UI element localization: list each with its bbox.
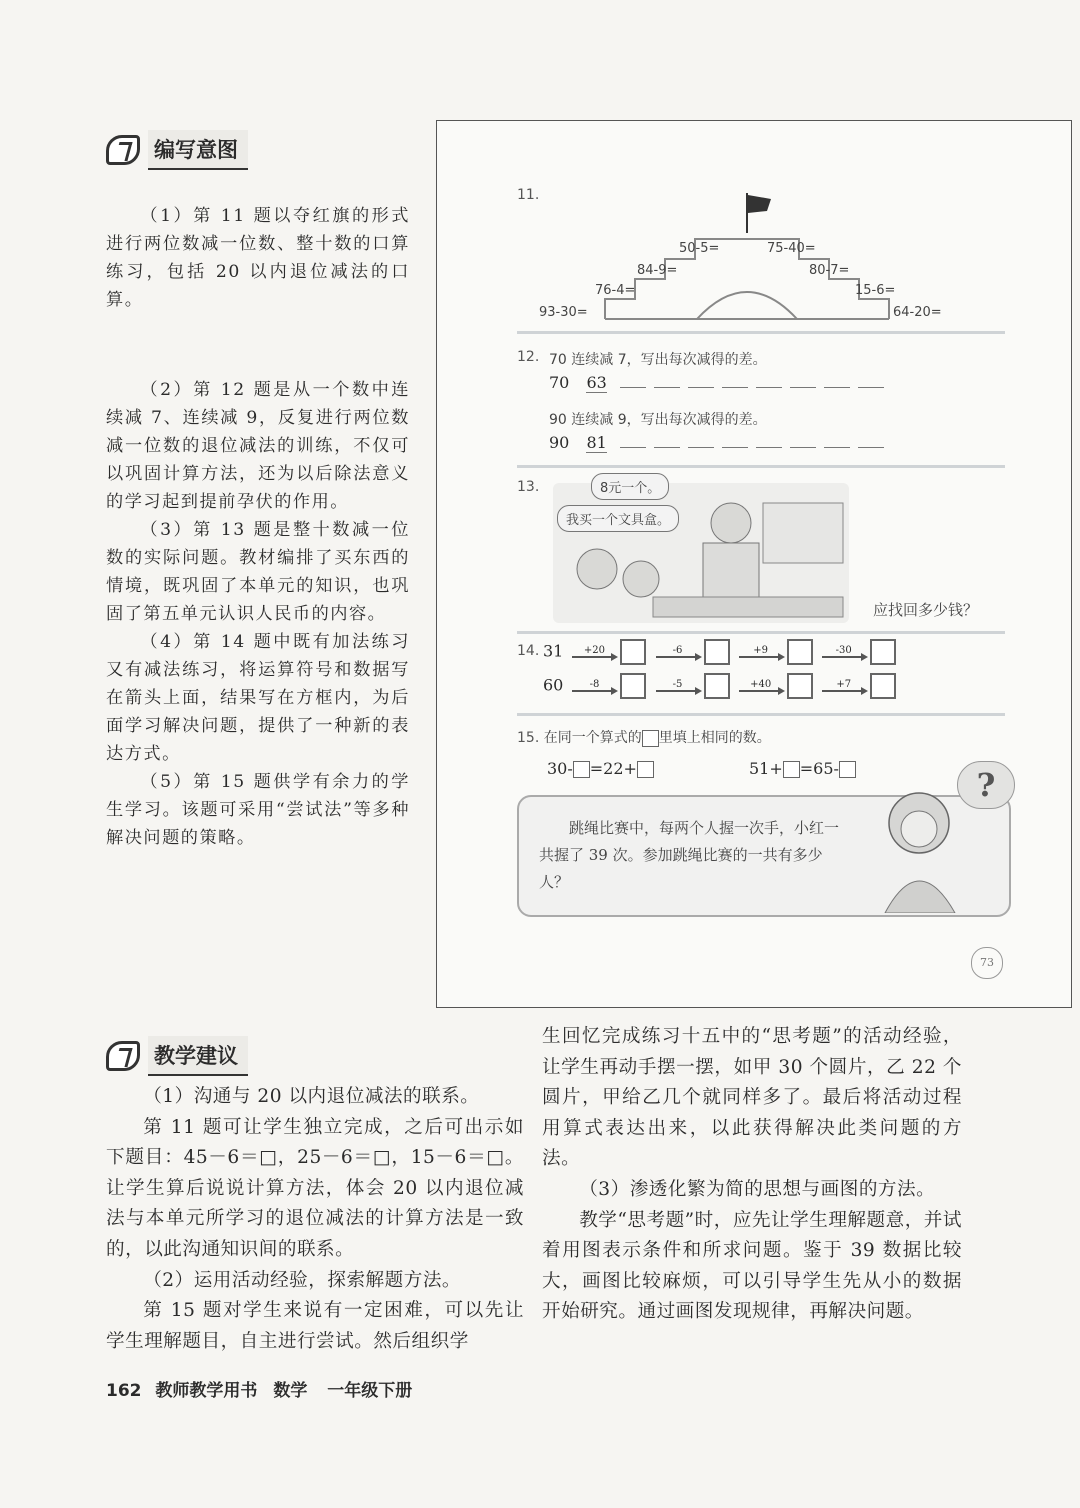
section-header-intent [106, 130, 248, 170]
q11-number: 11. [517, 187, 540, 203]
divider [517, 713, 1005, 716]
q11-expr: 50-5= [679, 241, 720, 256]
q11-expr: 84-9= [637, 263, 678, 278]
red-flag-icon [748, 195, 771, 213]
footer-subject: 数学 [273, 1381, 308, 1401]
suggestion-paragraph: 生回忆完成练习十五中的“思考题”的活动经验，让学生再动手摆一摆，如甲 30 个圆片，乙 22 个圆片，甲给乙几个就同样多了。最后将活动过程用算式表达出来，以此获得解决此类问题的方法。 [542, 1026, 962, 1170]
q14-row1 [543, 639, 896, 665]
section-title: 教学建议 [148, 1036, 248, 1076]
q12-row1 [549, 373, 884, 392]
q12-first: 81 [586, 433, 607, 452]
suggestion-paragraph: （3）渗透化繁为简的思想与画图的方法。 [579, 1178, 936, 1200]
suggestion-left-column [106, 1082, 524, 1357]
section-icon [106, 1041, 140, 1071]
q12-line2: 90 连续减 9，写出每次减得的差。 [549, 412, 767, 428]
suggestion-paragraph: 教学“思考题”时，应先让学生理解题意，并试着用图表示条件和所求问题。鉴于 39 数据比较大，画图比较麻烦，可以引导学生先从小的数据开始研究。通过画图发现规律，再解决问题。 [542, 1209, 962, 1323]
thinking-text: 跳绳比赛中，每两个人握一次手，小红一共握了 39 次。参加跳绳比赛的一共有多少人？ [539, 819, 840, 891]
arrow-icon: +40 [739, 680, 783, 692]
intent-text [106, 202, 410, 852]
q14-row2 [543, 673, 896, 699]
q15-eq1-b: =22+ [589, 759, 637, 778]
intent-paragraph-3: （3）第 13 题是整十数减一位数的实际问题。教材编排了买东西的情境，既巩固了本单元的知识，也巩固了第五单元认识人民币的内容。 [106, 520, 410, 624]
divider [517, 631, 1005, 634]
footer-book: 教师教学用书 [155, 1381, 258, 1401]
q15-eq2 [749, 759, 856, 778]
arrow-icon: -8 [572, 680, 616, 692]
intent-paragraph-4: （4）第 14 题中既有加法练习又有减法练习，将运算符号和数据写在箭头上面，结果写在方框内，为后面学习解决问题，提供了一种新的表达方式。 [106, 632, 410, 764]
q15-instruction [517, 727, 771, 747]
answer-box[interactable] [839, 761, 856, 778]
arrow-icon: +9 [739, 646, 783, 658]
arrow-icon: -5 [656, 680, 700, 692]
q12-first: 63 [586, 373, 607, 392]
thinking-box [517, 795, 1011, 917]
divider [517, 331, 1005, 334]
arrow-icon: -6 [656, 646, 700, 658]
page-footer [106, 1376, 412, 1401]
q12-start: 70 [549, 373, 570, 392]
section-title: 编写意图 [148, 130, 248, 170]
intent-paragraph-2: （2）第 12 题是从一个数中连续减 7、连续减 9，反复进行两位数减一位数的退位减法的训练，不仅可以巩固计算方法，还为以后除法意义的学习起到提前孕伏的作用。 [106, 380, 410, 512]
speech-bubble-clerk: 8元一个。 [591, 473, 669, 500]
q15-instr-b: 里填上相同的数。 [658, 730, 771, 746]
textbook-page-number: 73 [971, 947, 1003, 979]
q11-expr: 80-7= [809, 263, 850, 278]
box-icon [642, 730, 659, 747]
suggestion-right-column [542, 1022, 962, 1328]
q13-number: 13. [517, 479, 540, 495]
q15-eq2-b: =65- [799, 759, 839, 778]
q11-expr: 93-30= [539, 305, 588, 320]
section-header-suggestions [106, 1036, 248, 1076]
divider [517, 465, 1005, 468]
arrow-icon: +20 [572, 646, 616, 658]
q14-start: 60 [543, 675, 564, 695]
answer-box[interactable] [870, 673, 896, 699]
answer-box[interactable] [783, 761, 800, 778]
suggestion-paragraph: （1）沟通与 20 以内退位减法的联系。 [143, 1086, 480, 1107]
answer-box[interactable] [870, 639, 896, 665]
arrow-icon: -30 [822, 646, 866, 658]
answer-box[interactable] [620, 639, 646, 665]
intent-paragraph-1: （1）第 11 题以夺红旗的形式进行两位数减一位数、整十数的口算练习，包括 20 以内退位减法的口算。 [106, 206, 410, 310]
q12-start: 90 [549, 433, 570, 452]
footer-grade: 一年级下册 [327, 1381, 413, 1401]
shop-scene-icon [553, 483, 849, 623]
q15-eq1-a: 30- [547, 759, 573, 778]
q12-row2 [549, 433, 884, 452]
suggestion-paragraph: 第 11 题可让学生独立完成，之后可出示如下题目：45－6＝□，25－6＝□，15－6＝□。让学生算后说说计算方法，体会 20 以内退位减法与本单元所学习的退位减法的计算方法是一致的，以此沟通知识间的联系。 [106, 1116, 524, 1260]
q14-number: 14. [517, 643, 540, 659]
answer-box[interactable] [573, 761, 590, 778]
answer-box[interactable] [704, 639, 730, 665]
suggestion-paragraph: （2）运用活动经验，探索解题方法。 [143, 1269, 462, 1291]
q14-start: 31 [543, 641, 564, 661]
q15-instr-a: 在同一个算式的 [543, 730, 642, 746]
girl-icon [863, 779, 973, 913]
intent-paragraph-5: （5）第 15 题供学有余力的学生学习。该题可采用“尝试法”等多种解决问题的策略。 [106, 772, 410, 848]
speech-bubble-child: 我买一个文具盒。 [557, 505, 679, 532]
answer-box[interactable] [787, 673, 813, 699]
q11-expr: 15-6= [855, 283, 896, 298]
flag-staircase [517, 185, 1017, 335]
answer-box[interactable] [620, 673, 646, 699]
q11-expr: 75-40= [767, 241, 816, 256]
q11-expr: 64-20= [893, 305, 942, 320]
shop-illustration [553, 483, 849, 623]
answer-box[interactable] [704, 673, 730, 699]
q11-expr: 76-4= [595, 283, 636, 298]
section-icon [106, 135, 140, 165]
answer-box[interactable] [787, 639, 813, 665]
q13-question: 应找回多少钱？ [873, 601, 979, 619]
suggestion-paragraph: 第 15 题对学生来说有一定困难，可以先让学生理解题目，自主进行尝试。然后组织学 [106, 1300, 524, 1352]
q15-eq2-a: 51+ [749, 759, 783, 778]
footer-page-number: 162 [106, 1381, 142, 1401]
arrow-icon: +7 [822, 680, 866, 692]
q15-number: 15. [517, 730, 540, 746]
question-mark-icon: ? [957, 761, 1015, 809]
q12-line1: 70 连续减 7，写出每次减得的差。 [549, 352, 767, 368]
answer-box[interactable] [637, 761, 654, 778]
textbook-page [436, 120, 1072, 1008]
q12-number: 12. [517, 349, 540, 365]
q15-eq1 [547, 759, 654, 778]
